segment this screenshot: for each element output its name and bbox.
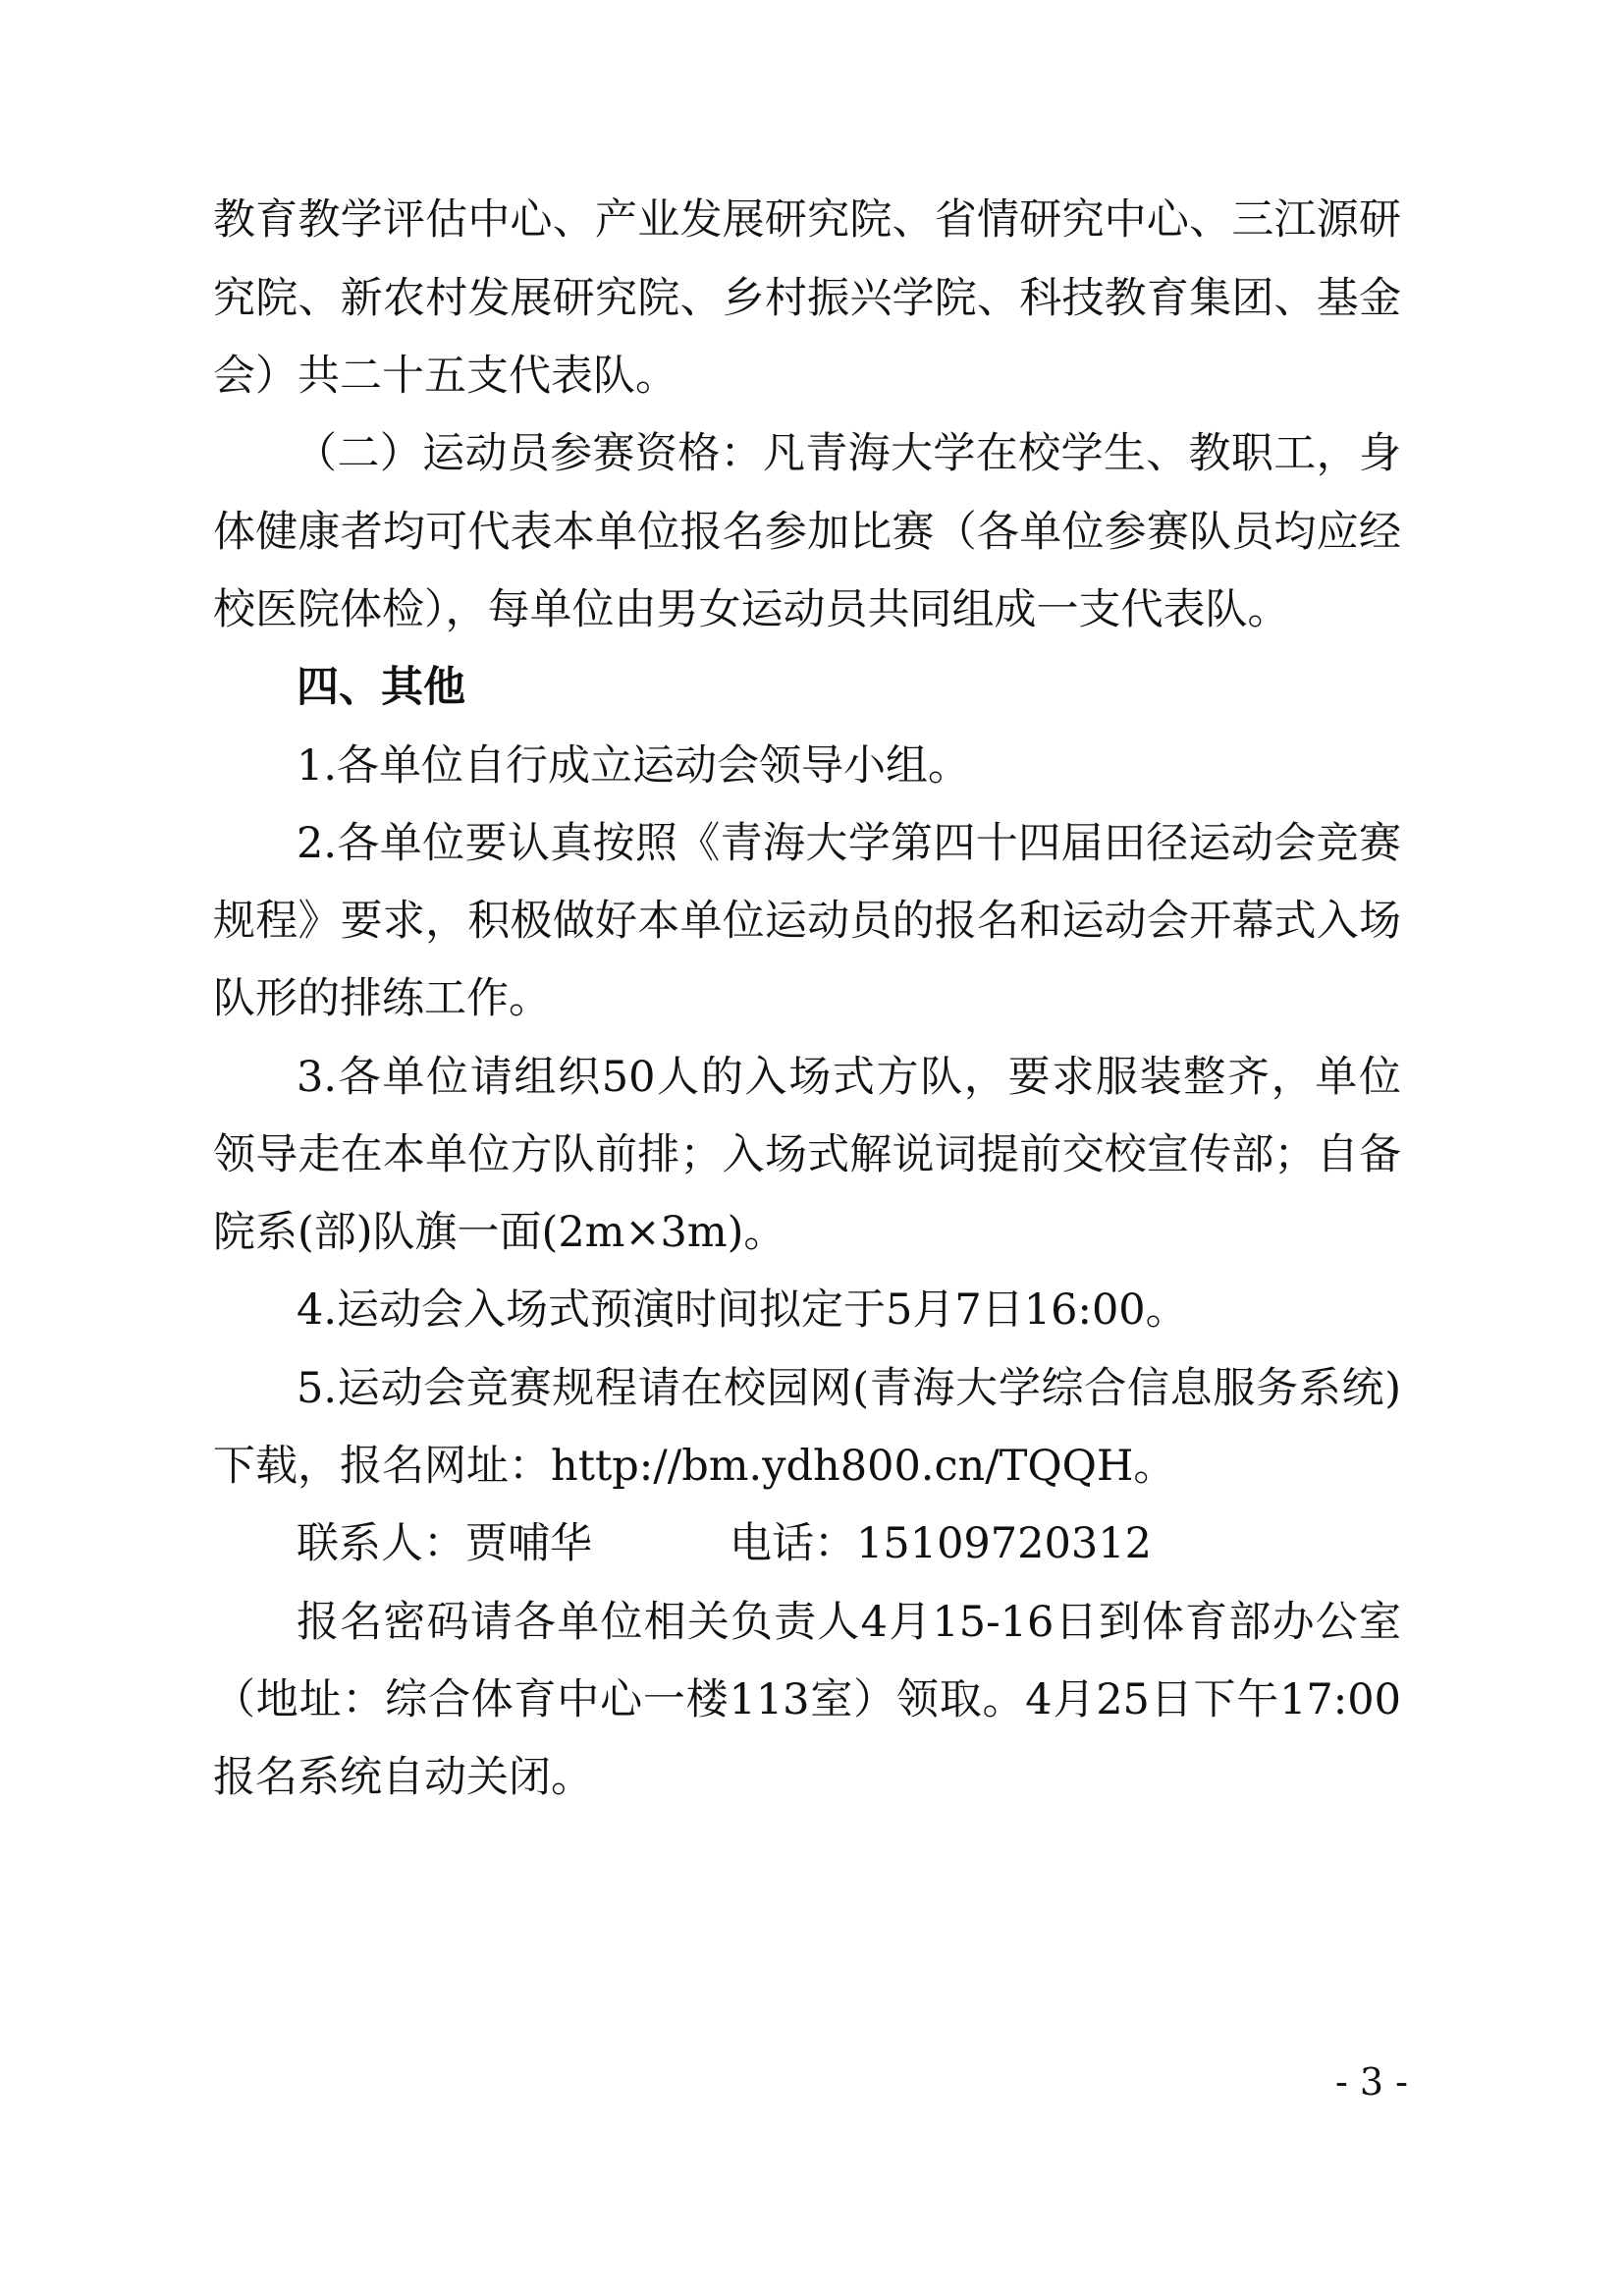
paragraph-line: 报名系统自动关闭。 xyxy=(213,1753,593,1802)
paragraph-line: 究院、新农村发展研究院、乡村振兴学院、科技教育集团、基金 xyxy=(213,274,1401,323)
page-number: - 3 - xyxy=(1335,2060,1409,2104)
paragraph-line: 3.各单位请组织50人的入场式方队，要求服装整齐，单位 xyxy=(297,1053,1401,1102)
paragraph-line: 下载，报名网址：http://bm.ydh800.cn/TQQH。 xyxy=(213,1442,1176,1491)
contact-line xyxy=(297,1516,1401,1571)
paragraph-line: （二）运动员参赛资格：凡青海大学在校学生、教职工，身 xyxy=(295,429,1401,478)
paragraph-line: 教育教学评估中心、产业发展研究院、省情研究中心、三江源研 xyxy=(213,195,1401,245)
paragraph-line: 4.运动会入场式预演时间拟定于5月7日16:00。 xyxy=(297,1285,1188,1335)
paragraph-line: 体健康者均可代表本单位报名参加比赛（各单位参赛队员均应经 xyxy=(213,508,1401,557)
paragraph-line: 报名密码请各单位相关负责人4月15-16日到体育部办公室 xyxy=(297,1598,1401,1647)
paragraph-line: 队形的排练工作。 xyxy=(213,974,551,1023)
paragraph-line: 会）共二十五支代表队。 xyxy=(213,352,677,401)
paragraph-line: 领导走在本单位方队前排；入场式解说词提前交校宣传部；自备 xyxy=(213,1130,1401,1179)
paragraph-line: 1.各单位自行成立运动会领导小组。 xyxy=(297,741,971,791)
paragraph-line: 规程》要求，积极做好本单位运动员的报名和运动会开幕式入场 xyxy=(213,897,1401,946)
paragraph-line: （地址：综合体育中心一楼113室）领取。4月25日下午17:00 xyxy=(213,1675,1401,1724)
paragraph-line: 2.各单位要认真按照《青海大学第四十四届田径运动会竞赛 xyxy=(297,819,1401,868)
paragraph-line: 校医院体检），每单位由男女运动员共同组成一支代表队。 xyxy=(213,585,1290,634)
contact-person: 联系人：贾哺华 xyxy=(297,1519,592,1568)
paragraph-line: 5.运动会竞赛规程请在校园网(青海大学综合信息服务系统) xyxy=(297,1364,1401,1413)
paragraph-line: 院系(部)队旗一面(2m×3m)。 xyxy=(213,1208,786,1257)
section-heading: 四、其他 xyxy=(297,663,465,712)
contact-phone: 电话：15109720312 xyxy=(730,1519,1152,1568)
